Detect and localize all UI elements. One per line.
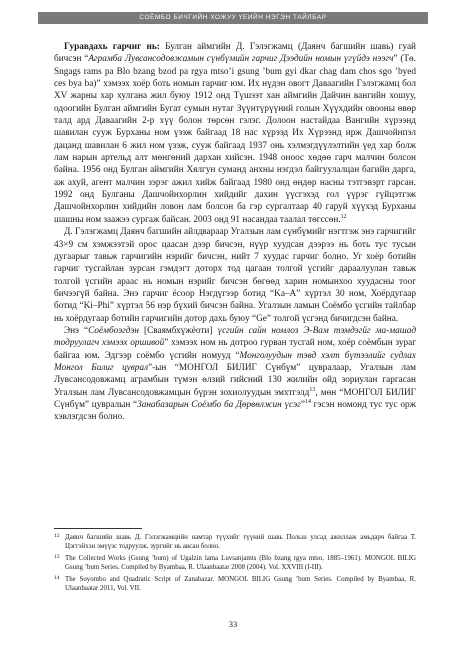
footnote-ref-13[interactable]: 13 (309, 386, 316, 393)
footnote-text: The Soyombo and Quadratic Script of Zanabazar. MONGOL BILIG Gsung ’bum Series. Compiled by Byambaa, R. Ulaanbaatar 2011, Vol. VII. (65, 576, 416, 593)
paragraph-3-text-a: Энэ “ (64, 325, 89, 336)
paragraph-1 (54, 41, 416, 226)
page-number: 33 (228, 619, 238, 629)
title-italic: Аграмба Лувсанcодовжамын сүнбүмийн гарчиг Дээдийн номын үгүйдэ нээгч (88, 54, 394, 65)
footnote-13 (54, 554, 416, 573)
paragraph-3-text-c: ” хэмээх ном нь дотроо гурван тусгай ном, хоёр соёмбын зураг байгаа юм. Эдгээр соёмбо үсгийн номууд “ (54, 338, 417, 361)
footnote-text: Даянч багшийн шавь Д. Гэлэгжамцийн намтар түүхийг түүний шавь Польш улсад ажиллаж амьдарч байгаа Т. Цэггэйхэн эмүүэс тодруулж, зургийг нь авсан болно. (65, 534, 416, 551)
paragraph-3 (54, 325, 416, 424)
body-text (54, 41, 416, 424)
footnote-ref-14[interactable]: 14 (304, 398, 311, 405)
footnote-number: 14 (54, 575, 60, 582)
section-lead: Гуравдахь гарчиг нь: (64, 42, 160, 52)
paragraph-3-text-b: [Сваямбхүжёоти] (138, 325, 218, 336)
footnote-14 (54, 575, 416, 594)
paragraph-1-text-b: ” (Tө. Sngags rams pa Blo bzang bzod pa rgya mtso’i gsung ’bum gyi dkar chag dam chos sgo ’byed ces bya ba)” хэмээх хоёр боть номын гарчиг юм. Их нүдэн овогт Даваагийн Гэлэгжамц бол XV жарны хар хулгана жил буюу 1912 онд Түшээт хан аймгийн Дайчин вангийн хошуу, одоогийн Булган аймгийн Бугат сумын нутаг Зүүнтүрүүний голын Хүүхдийн овооны өвөр талд ард Даваагийн 2-р хүү болон төрсөн гэлэг. Долоон настайдаа Вангийн хүрээнд шавилан сууж Бурханы ном үзэж байгаад 18 нас хүрээд Их Хүрээнд ирж Дашчойнпэл дацанд шавилан 6 жил ном үзэж, сууж байгаад 1937 онь хэлмэгдүүлэлтийн үед хар болж лам нарын артельд алт мөнгөний дархан хийсэн. 1948 оноос хөдөө гарч малчин болсон байна. 1956 онд Булган аймгийн Хялгун сумaнд анхны нэгдэл байгуулалцан багийн дарга, аж ахуй, агент малчин зэрэг ажил хийж байгаад 1980 онд өндөр насны тэтгэвэрт гарсан. 1992 онд Булганы Дашчойнхорлин хийдийг дахин үүсгэхэд гол үүрэг гүйцэтгэж Дашчойнхорлин хийдийн ловон лам болсон ба гэр сургалтаар 40 гаруй хүүхэд Бурханы шашны ном заажээ сургаж байсан. 2003 онд 91 насандаа таалал төгссөн. (54, 54, 416, 225)
title-italic: үсгийн сайн номлоз Э-Вам тэмдэгйг ма-машад тодруулагч хэмээх оршивой (54, 325, 417, 349)
title-italic: Монголуудын тэвд хэлт бүтээлийг судлах Монгол Билиг цуврал (54, 350, 416, 373)
paragraph-3-text-e: , мөн “МОНГОЛ БИЛИГ Сүнбүм” цувралын “ (54, 387, 416, 410)
footnote-number: 12 (54, 533, 60, 539)
footnote-number: 13 (54, 554, 60, 561)
paragraph-3-text-g: гэсэн номонд тус тус орж хэвлэгдсэн болно. (54, 399, 416, 423)
title-italic: Занабазарын Соёмбо ба Дөрвөлжин үсэг (137, 399, 301, 410)
title-italic: Соёмбоэгдэн (88, 325, 139, 336)
paragraph-2-text: Д. Гэлэгжамц Даянч багшийн айлдвараар Угалзын лам сүнбүмийг нэгтгэж энэ гарчигийг 43×9 см хэмжээтэй орос цаасан дээр бичсэн, нүүр хуудсан дээрээ нь боть тус тусын дугаарыг тавьж гарчигийн нэрийг бичсэн, нийт 7 хуудас гарчиг болно. Уг хоёр ботийн гарчиг тусгайлан зурсан гэмдэгт доторх тод цагаан толгой үсгийг дараалуулан тавьж толгой үсгийн араас нь номын нэрийг бичсэн бөгөөд харин номынхоо хуудасны тоог бичээгүй байна. Энэ гарчиг ёсоор Нэгдүгээр ботид “Ka–A” хүртэл 30 ном, Хоёрдугаар ботид “Ki–Phi” хүртэл 56 нэр бүхий бичсэн байна. Угалзын ламын Соёмбо үсгийн тайлбар нь хоёрдугаар ботийн гарчигийн дотор дахь буюу “Ge” толгой үсгэнд бичигдсэн байна. (54, 227, 416, 324)
paragraph-3-text-d: ”-ын “МОНГОЛ БИЛИГ Сүнбүм” цувралаар, Угалзын лам Лувсанcодовжамц аграмбын түмэн өлзий гийсний 130 жилийн ойд зориулан гаргасан Угалзын лам Лувсанcодовжамцын бүрэн зохиолуудын эмхтгэлд (54, 362, 416, 398)
footnote-ref-12[interactable]: 12 (340, 213, 347, 220)
footnote-12 (54, 533, 416, 552)
footnote-text: The Collected Works (Gsung ’bum) of Ugalzin lama Luvsanjamts (Blo bzang rgya mtso, 1885–1961). MONGOL BILIG Gsung ’bum Series. Compiled by Byambaa, R. Ulaanbaatar 2008 (2004). Vol. XXVIII (I-III). (65, 555, 416, 572)
footnote-divider (54, 528, 142, 529)
running-header: СОЁМБО БИЧГИЙН ХОЖУУ ҮЕИЙН НЭГЭН ТАЙЛБАР (38, 12, 428, 24)
footnotes (54, 533, 416, 596)
paragraph-1-text-a: Булган аймгийн Д. Гэлэгжамц (Даянч багшийн шавь) гуай бичсэн “ (54, 42, 416, 65)
paragraph-3-text-f: ” (300, 399, 305, 410)
paragraph-2 (54, 226, 416, 325)
